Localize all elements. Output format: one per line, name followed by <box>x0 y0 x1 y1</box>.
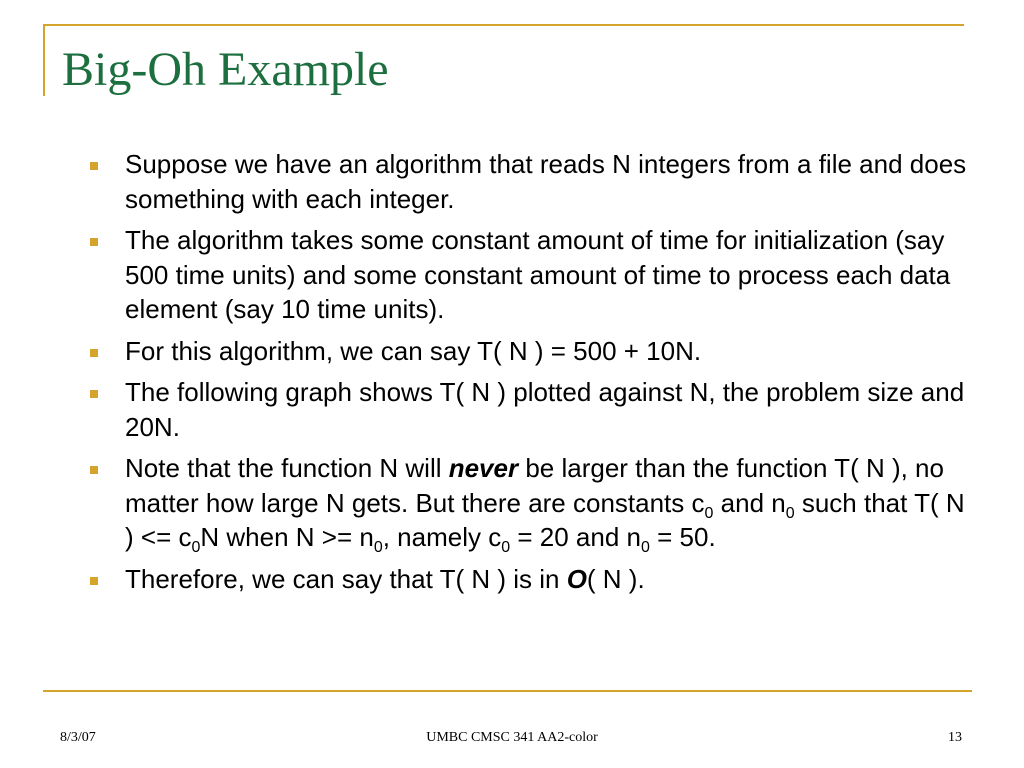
bullet-item-1 <box>90 147 970 216</box>
square-bullet-icon <box>90 577 98 585</box>
text-segment: N when N >= n <box>200 522 374 552</box>
slide-title: Big-Oh Example <box>62 43 389 96</box>
subscript-zero: 0 <box>704 504 714 522</box>
text-segment: such that T( N ) <= c <box>125 487 965 552</box>
subscript-zero: 0 <box>373 539 383 556</box>
text-segment: be larger than the function T( N ), no matter how large N gets. But there are constants c <box>125 453 944 518</box>
emphasis-never: never <box>448 453 519 483</box>
footer-date: 8/3/07 <box>60 730 96 745</box>
text-segment: = 20 and n <box>510 522 641 552</box>
left-rule <box>43 24 45 96</box>
text-segment: ( N ). <box>586 563 645 594</box>
text-segment: and n <box>713 487 786 518</box>
bullet-text <box>125 451 970 555</box>
text-segment: = 50. <box>649 522 716 552</box>
subscript-zero: 0 <box>501 539 511 556</box>
emphasis-big-o: O <box>566 563 587 594</box>
square-bullet-icon <box>90 390 98 398</box>
bullet-item-6 <box>90 562 970 597</box>
text-segment: Therefore, we can say that T( N ) is in <box>125 563 567 594</box>
bullet-text: The following graph shows T( N ) plotted against N, the problem size and 20N. <box>125 377 965 442</box>
square-bullet-icon <box>90 466 98 474</box>
bullet-item-3 <box>90 334 970 369</box>
bullet-item-5 <box>90 451 970 555</box>
text-segment: Note that the function N will <box>125 453 449 483</box>
bullet-text: For this algorithm, we can say T( N ) = 500 + 10N. <box>125 335 702 366</box>
square-bullet-icon <box>90 162 98 170</box>
subscript-zero: 0 <box>191 539 201 556</box>
bullet-item-2 <box>90 223 970 327</box>
text-segment: , namely c <box>382 522 502 552</box>
footer-rule <box>43 690 972 692</box>
square-bullet-icon <box>90 349 98 357</box>
subscript-zero: 0 <box>785 504 795 522</box>
top-rule <box>43 24 964 26</box>
subscript-zero: 0 <box>640 539 650 556</box>
bullet-text: Suppose we have an algorithm that reads N integers from a file and does something with each integer. <box>125 149 967 214</box>
bullet-text: The algorithm takes some constant amount of time for initialization (say 500 time units) and some constant amount of time to process each data element (say 10 time units). <box>125 225 951 324</box>
bullet-list <box>90 147 970 603</box>
footer-page-number: 13 <box>948 730 962 745</box>
bullet-item-4 <box>90 375 970 444</box>
footer-course: UMBC CMSC 341 AA2-color <box>426 730 598 745</box>
square-bullet-icon <box>90 238 98 246</box>
bullet-text <box>125 562 970 597</box>
